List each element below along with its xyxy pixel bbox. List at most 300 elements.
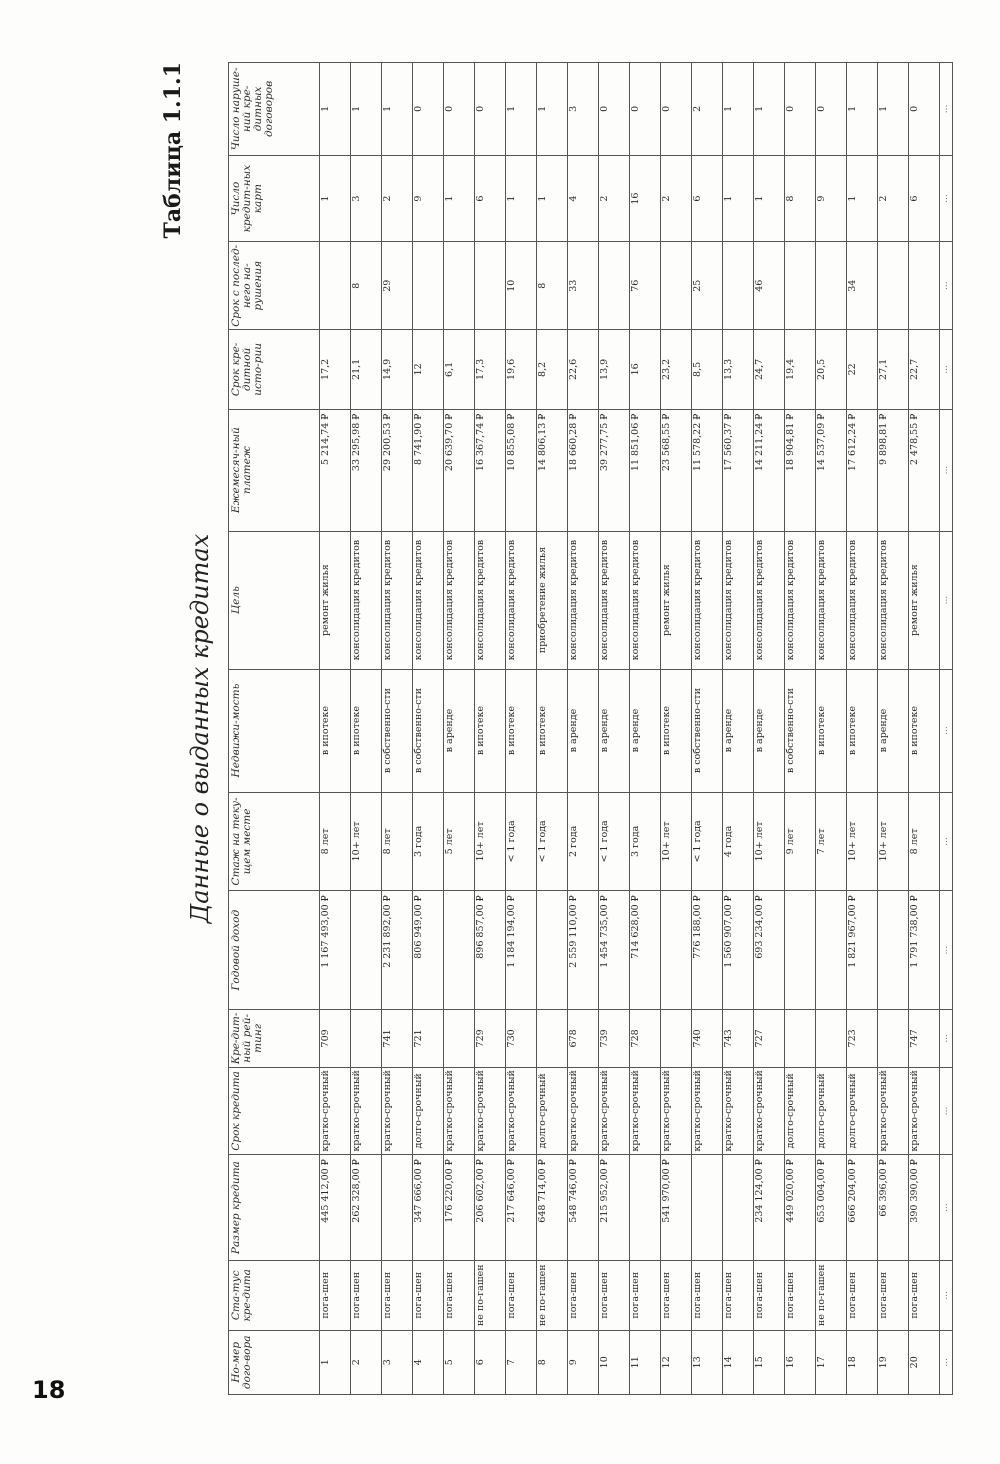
table-cell <box>444 891 475 1010</box>
table-cell: 25 <box>692 242 723 330</box>
table-cell: 10+ лет <box>754 792 785 891</box>
table-cell: 648 714,00 ₽ <box>537 1155 568 1261</box>
table-cell: 33 <box>568 242 599 330</box>
table-row <box>475 63 506 1395</box>
table-row <box>661 63 692 1395</box>
table-cell: кратко-срочный <box>630 1067 661 1155</box>
table-cell: кратко-срочный <box>661 1067 692 1155</box>
table-cell <box>816 242 847 330</box>
table-cell: кратко-срочный <box>568 1067 599 1155</box>
table-cell: 730 <box>506 1010 537 1067</box>
table-cell: кратко-срочный <box>599 1067 630 1155</box>
column-header: Срок кредита <box>229 1067 320 1155</box>
table-cell <box>475 242 506 330</box>
table-cell: 176 220,00 ₽ <box>444 1155 475 1261</box>
table-cell: консолидация кредитов <box>568 531 599 669</box>
table-cell: 5 лет <box>444 792 475 891</box>
table-cell: 21,1 <box>351 330 382 410</box>
table-cell: 6 <box>475 1330 506 1394</box>
table-cell: консолидация кредитов <box>599 531 630 669</box>
table-cell: кратко-срочный <box>444 1067 475 1155</box>
table-cell: 11 <box>630 1330 661 1394</box>
table-row <box>785 63 816 1395</box>
continuation-cell: ... <box>940 891 953 1010</box>
table-cell: пога-шен <box>754 1261 785 1331</box>
table-cell: 10+ лет <box>351 792 382 891</box>
table-cell: пога-шен <box>878 1261 909 1331</box>
table-cell: 18 904,81 ₽ <box>785 409 816 531</box>
continuation-cell: ... <box>940 1067 953 1155</box>
table-cell: 66 396,00 ₽ <box>878 1155 909 1261</box>
table-row <box>506 63 537 1395</box>
table-cell: 5 214,74 ₽ <box>320 409 351 531</box>
table-cell: 20 <box>909 1330 940 1394</box>
table-cell <box>692 1155 723 1261</box>
continuation-cell: ... <box>940 63 953 156</box>
table-cell: 0 <box>816 63 847 156</box>
column-header: Число наруше-ний кре-дитных договоров <box>229 63 320 156</box>
table-cell: 390 390,00 ₽ <box>909 1155 940 1261</box>
table-cell: в ипотеке <box>661 669 692 792</box>
table-cell <box>661 891 692 1010</box>
continuation-cell: ... <box>940 155 953 242</box>
table-cell: 6 <box>475 155 506 242</box>
table-cell: не по-гашен <box>475 1261 506 1331</box>
table-cell: 2 <box>382 155 413 242</box>
table-cell: пога-шен <box>444 1261 475 1331</box>
table-cell: долго-срочный <box>785 1067 816 1155</box>
table-row <box>382 63 413 1395</box>
table-cell: консолидация кредитов <box>878 531 909 669</box>
table-cell: 7 лет <box>816 792 847 891</box>
table-cell: 729 <box>475 1010 506 1067</box>
table-cell: не по-гашен <box>537 1261 568 1331</box>
table-row <box>754 63 785 1395</box>
table-cell: 1 <box>537 155 568 242</box>
table-cell: 15 <box>754 1330 785 1394</box>
table-cell: пога-шен <box>661 1261 692 1331</box>
table-cell: 217 646,00 ₽ <box>506 1155 537 1261</box>
table-cell <box>785 242 816 330</box>
table-cell: консолидация кредитов <box>413 531 444 669</box>
table-cell: 10+ лет <box>847 792 878 891</box>
table-cell: 1 <box>351 63 382 156</box>
table-cell: 24,7 <box>754 330 785 410</box>
table-row <box>692 63 723 1395</box>
table-cell <box>537 891 568 1010</box>
table-cell: 741 <box>382 1010 413 1067</box>
table-cell: 6,1 <box>444 330 475 410</box>
table-cell: 693 234,00 ₽ <box>754 891 785 1010</box>
table-cell: пога-шен <box>351 1261 382 1331</box>
table-cell: 1 821 967,00 ₽ <box>847 891 878 1010</box>
table-cell: кратко-срочный <box>692 1067 723 1155</box>
table-cell: кратко-срочный <box>382 1067 413 1155</box>
table-cell: пога-шен <box>320 1261 351 1331</box>
table-row <box>816 63 847 1395</box>
table-cell: 13 <box>692 1330 723 1394</box>
table-row <box>351 63 382 1395</box>
table-cell: 8 <box>537 242 568 330</box>
table-cell: 14 <box>723 1330 754 1394</box>
table-cell: 10+ лет <box>878 792 909 891</box>
table-cell: 2 <box>692 63 723 156</box>
table-label: Таблица 1.1.1 <box>160 62 186 239</box>
table-cell: 2 <box>878 155 909 242</box>
table-cell: 4 <box>568 155 599 242</box>
table-cell: 1 <box>320 63 351 156</box>
table-cell: в аренде <box>444 669 475 792</box>
table-cell: 3 года <box>630 792 661 891</box>
table-cell: пога-шен <box>723 1261 754 1331</box>
table-cell <box>320 242 351 330</box>
table-cell: консолидация кредитов <box>723 531 754 669</box>
continuation-cell: ... <box>940 1010 953 1067</box>
table-cell: 10 <box>599 1330 630 1394</box>
table-cell: 2 <box>351 1330 382 1394</box>
table-cell: < 1 года <box>692 792 723 891</box>
table-cell: 17 <box>816 1330 847 1394</box>
table-cell: 206 602,00 ₽ <box>475 1155 506 1261</box>
column-header: Стаж на теку-щем месте <box>229 792 320 891</box>
table-cell: 11 851,06 ₽ <box>630 409 661 531</box>
table-cell: в ипотеке <box>816 669 847 792</box>
column-header: Недвижи-мость <box>229 669 320 792</box>
table-cell: 1 454 735,00 ₽ <box>599 891 630 1010</box>
table-cell: 1 <box>723 155 754 242</box>
table-cell: 747 <box>909 1010 940 1067</box>
table-cell: консолидация кредитов <box>785 531 816 669</box>
table-cell: в ипотеке <box>909 669 940 792</box>
table-cell <box>723 242 754 330</box>
table-cell <box>816 1010 847 1067</box>
table-cell <box>537 1010 568 1067</box>
table-cell: 215 952,00 ₽ <box>599 1155 630 1261</box>
table-cell: консолидация кредитов <box>630 531 661 669</box>
table-cell: 17,3 <box>475 330 506 410</box>
table-cell <box>785 1010 816 1067</box>
table-cell: 29 <box>382 242 413 330</box>
table-cell: < 1 года <box>599 792 630 891</box>
table-cell: долго-срочный <box>847 1067 878 1155</box>
page-number: 18 <box>32 1376 66 1404</box>
table-cell: 17,2 <box>320 330 351 410</box>
table-cell: 14 211,24 ₽ <box>754 409 785 531</box>
table-cell <box>723 1155 754 1261</box>
table-row <box>413 63 444 1395</box>
table-cell: < 1 года <box>506 792 537 891</box>
table-cell: ремонт жилья <box>661 531 692 669</box>
continuation-row <box>940 63 953 1395</box>
table-cell: 1 791 738,00 ₽ <box>909 891 940 1010</box>
table-cell: 1 <box>320 155 351 242</box>
table-row <box>878 63 909 1395</box>
rotated-table-page <box>160 62 950 1395</box>
table-cell: в аренде <box>754 669 785 792</box>
table-cell: кратко-срочный <box>909 1067 940 1155</box>
table-row <box>723 63 754 1395</box>
table-cell: в аренде <box>630 669 661 792</box>
table-cell: кратко-срочный <box>475 1067 506 1155</box>
table-cell: консолидация кредитов <box>444 531 475 669</box>
table-cell: 10+ лет <box>475 792 506 891</box>
table-cell: в ипотеке <box>351 669 382 792</box>
loans-table <box>228 62 953 1395</box>
table-cell: 8 лет <box>382 792 413 891</box>
table-cell: 0 <box>413 63 444 156</box>
continuation-cell: ... <box>940 669 953 792</box>
column-header: Срок кре-дитной исто-рии <box>229 330 320 410</box>
table-cell: 23,2 <box>661 330 692 410</box>
table-cell: 9 <box>413 155 444 242</box>
table-cell: 19,4 <box>785 330 816 410</box>
table-cell: консолидация кредитов <box>382 531 413 669</box>
table-cell: 1 <box>878 63 909 156</box>
table-cell: 0 <box>785 63 816 156</box>
table-cell: 2 478,55 ₽ <box>909 409 940 531</box>
table-cell: пога-шен <box>413 1261 444 1331</box>
table-cell: долго-срочный <box>816 1067 847 1155</box>
table-cell: 19 <box>878 1330 909 1394</box>
table-cell: 4 <box>413 1330 444 1394</box>
table-cell: 14,9 <box>382 330 413 410</box>
table-cell: ремонт жилья <box>909 531 940 669</box>
table-cell: 22,7 <box>909 330 940 410</box>
table-cell: 34 <box>847 242 878 330</box>
table-cell: 896 857,00 ₽ <box>475 891 506 1010</box>
table-cell: 666 204,00 ₽ <box>847 1155 878 1261</box>
table-cell: 12 <box>413 330 444 410</box>
table-cell: консолидация кредитов <box>692 531 723 669</box>
table-cell: 3 года <box>413 792 444 891</box>
table-cell <box>382 1155 413 1261</box>
table-cell: 27,1 <box>878 330 909 410</box>
table-cell: 12 <box>661 1330 692 1394</box>
table-cell: < 1 года <box>537 792 568 891</box>
table-cell: 0 <box>661 63 692 156</box>
continuation-cell: ... <box>940 242 953 330</box>
table-cell: долго-срочный <box>413 1067 444 1155</box>
continuation-cell: ... <box>940 1330 953 1394</box>
table-cell: 17 612,24 ₽ <box>847 409 878 531</box>
table-cell: 1 <box>847 155 878 242</box>
column-header: Кре-дит-ный рей-тинг <box>229 1010 320 1067</box>
table-row <box>444 63 475 1395</box>
table-cell: 8,2 <box>537 330 568 410</box>
table-cell: 39 277,75 ₽ <box>599 409 630 531</box>
table-cell <box>351 1010 382 1067</box>
table-cell: в собственно-сти <box>692 669 723 792</box>
table-cell <box>878 891 909 1010</box>
table-cell <box>661 242 692 330</box>
table-cell: 20,5 <box>816 330 847 410</box>
table-cell: в ипотеке <box>537 669 568 792</box>
table-cell: пога-шен <box>506 1261 537 1331</box>
table-cell <box>785 891 816 1010</box>
table-cell: 9 <box>568 1330 599 1394</box>
table-cell: 6 <box>692 155 723 242</box>
table-cell: 14 537,09 ₽ <box>816 409 847 531</box>
table-cell: 33 295,98 ₽ <box>351 409 382 531</box>
table-cell: долго-срочный <box>537 1067 568 1155</box>
table-cell: 8 лет <box>320 792 351 891</box>
page-title: Данные о выданных кредитах <box>186 533 214 924</box>
column-header: Число кредит-ных карт <box>229 155 320 242</box>
table-cell: 1 167 493,00 ₽ <box>320 891 351 1010</box>
table-header-row <box>229 63 320 1395</box>
table-cell <box>413 242 444 330</box>
table-cell: 721 <box>413 1010 444 1067</box>
table-cell: 20 639,70 ₽ <box>444 409 475 531</box>
column-header: Размер кредита <box>229 1155 320 1261</box>
table-cell: 678 <box>568 1010 599 1067</box>
table-cell: 1 <box>537 63 568 156</box>
table-cell: пога-шен <box>692 1261 723 1331</box>
table-cell <box>630 1155 661 1261</box>
table-cell: 23 568,55 ₽ <box>661 409 692 531</box>
table-cell: 16 <box>630 330 661 410</box>
table-cell: 0 <box>909 63 940 156</box>
table-cell: приобретение жилья <box>537 531 568 669</box>
table-cell: 9 <box>816 155 847 242</box>
continuation-cell: ... <box>940 330 953 410</box>
column-header: Годовой доход <box>229 891 320 1010</box>
table-cell: кратко-срочный <box>723 1067 754 1155</box>
table-cell: 1 <box>847 63 878 156</box>
table-cell: 8 <box>351 242 382 330</box>
table-cell: 739 <box>599 1010 630 1067</box>
table-cell: 1 560 907,00 ₽ <box>723 891 754 1010</box>
table-cell: 3 <box>382 1330 413 1394</box>
table-cell: 1 <box>382 63 413 156</box>
table-cell: кратко-срочный <box>506 1067 537 1155</box>
table-cell: пога-шен <box>847 1261 878 1331</box>
table-cell: пога-шен <box>382 1261 413 1331</box>
table-cell: 8 <box>537 1330 568 1394</box>
table-cell: 776 188,00 ₽ <box>692 891 723 1010</box>
table-cell: 806 949,00 ₽ <box>413 891 444 1010</box>
table-cell: 445 412,00 ₽ <box>320 1155 351 1261</box>
table-cell: 723 <box>847 1010 878 1067</box>
table-cell: пога-шен <box>630 1261 661 1331</box>
table-cell: 7 <box>506 1330 537 1394</box>
column-header: Но-мер дого-вора <box>229 1330 320 1394</box>
table-cell: кратко-срочный <box>351 1067 382 1155</box>
table-cell: 2 года <box>568 792 599 891</box>
table-cell: пога-шен <box>568 1261 599 1331</box>
continuation-cell: ... <box>940 1261 953 1331</box>
table-cell: 11 578,22 ₽ <box>692 409 723 531</box>
table-cell: 10 <box>506 242 537 330</box>
table-cell: 13,3 <box>723 330 754 410</box>
table-cell <box>444 242 475 330</box>
table-cell: консолидация кредитов <box>847 531 878 669</box>
column-header: Ежемесяч-ный платеж <box>229 409 320 531</box>
table-cell: пога-шен <box>599 1261 630 1331</box>
table-row <box>847 63 878 1395</box>
table-cell: 8,5 <box>692 330 723 410</box>
table-cell: кратко-срочный <box>320 1067 351 1155</box>
table-cell: консолидация кредитов <box>475 531 506 669</box>
table-cell: 16 367,74 ₽ <box>475 409 506 531</box>
table-cell: консолидация кредитов <box>351 531 382 669</box>
table-cell: в аренде <box>723 669 754 792</box>
table-cell: 29 200,53 ₽ <box>382 409 413 531</box>
table-cell: 1 <box>506 155 537 242</box>
table-cell: 76 <box>630 242 661 330</box>
table-cell <box>909 242 940 330</box>
table-row <box>537 63 568 1395</box>
table-cell <box>878 242 909 330</box>
table-cell: 17 560,37 ₽ <box>723 409 754 531</box>
table-cell: 6 <box>909 155 940 242</box>
table-cell: 5 <box>444 1330 475 1394</box>
table-cell: 10 855,08 ₽ <box>506 409 537 531</box>
table-cell: в собственно-сти <box>785 669 816 792</box>
table-cell: 714 628,00 ₽ <box>630 891 661 1010</box>
table-cell: 8 <box>785 155 816 242</box>
table-cell: 9 898,81 ₽ <box>878 409 909 531</box>
table-cell: 2 231 892,00 ₽ <box>382 891 413 1010</box>
table-cell: 262 328,00 ₽ <box>351 1155 382 1261</box>
table-cell: в ипотеке <box>320 669 351 792</box>
table-cell: консолидация кредитов <box>816 531 847 669</box>
table-cell: 4 года <box>723 792 754 891</box>
table-cell: консолидация кредитов <box>506 531 537 669</box>
table-row <box>599 63 630 1395</box>
table-body <box>320 63 953 1395</box>
table-row <box>320 63 351 1395</box>
table-cell: 0 <box>475 63 506 156</box>
table-cell: в ипотеке <box>506 669 537 792</box>
table-cell: кратко-срочный <box>878 1067 909 1155</box>
table-cell: 22 <box>847 330 878 410</box>
table-cell: 3 <box>568 63 599 156</box>
table-cell: 449 020,00 ₽ <box>785 1155 816 1261</box>
table-cell: 18 660,28 ₽ <box>568 409 599 531</box>
table-cell <box>599 242 630 330</box>
table-cell: в аренде <box>878 669 909 792</box>
table-cell: кратко-срочный <box>754 1067 785 1155</box>
table-cell <box>878 1010 909 1067</box>
table-cell: 653 004,00 ₽ <box>816 1155 847 1261</box>
table-cell: не по-гашен <box>816 1261 847 1331</box>
table-cell: 8 лет <box>909 792 940 891</box>
table-cell: 8 741,90 ₽ <box>413 409 444 531</box>
table-cell: 728 <box>630 1010 661 1067</box>
continuation-cell: ... <box>940 531 953 669</box>
column-header: Срок с послед-него на-рушения <box>229 242 320 330</box>
table-cell: 16 <box>630 155 661 242</box>
table-cell: 1 184 194,00 ₽ <box>506 891 537 1010</box>
continuation-cell: ... <box>940 1155 953 1261</box>
table-cell: в ипотеке <box>847 669 878 792</box>
table-cell: 18 <box>847 1330 878 1394</box>
table-cell: 1 <box>723 63 754 156</box>
continuation-cell: ... <box>940 792 953 891</box>
table-cell: 13,9 <box>599 330 630 410</box>
table-cell: в аренде <box>599 669 630 792</box>
table-cell: в собственно-сти <box>413 669 444 792</box>
continuation-cell: ... <box>940 409 953 531</box>
table-cell: 14 806,13 ₽ <box>537 409 568 531</box>
table-cell <box>444 1010 475 1067</box>
table-cell: 3 <box>351 155 382 242</box>
table-cell: 740 <box>692 1010 723 1067</box>
table-cell: 16 <box>785 1330 816 1394</box>
table-cell: 19,6 <box>506 330 537 410</box>
table-cell <box>351 891 382 1010</box>
